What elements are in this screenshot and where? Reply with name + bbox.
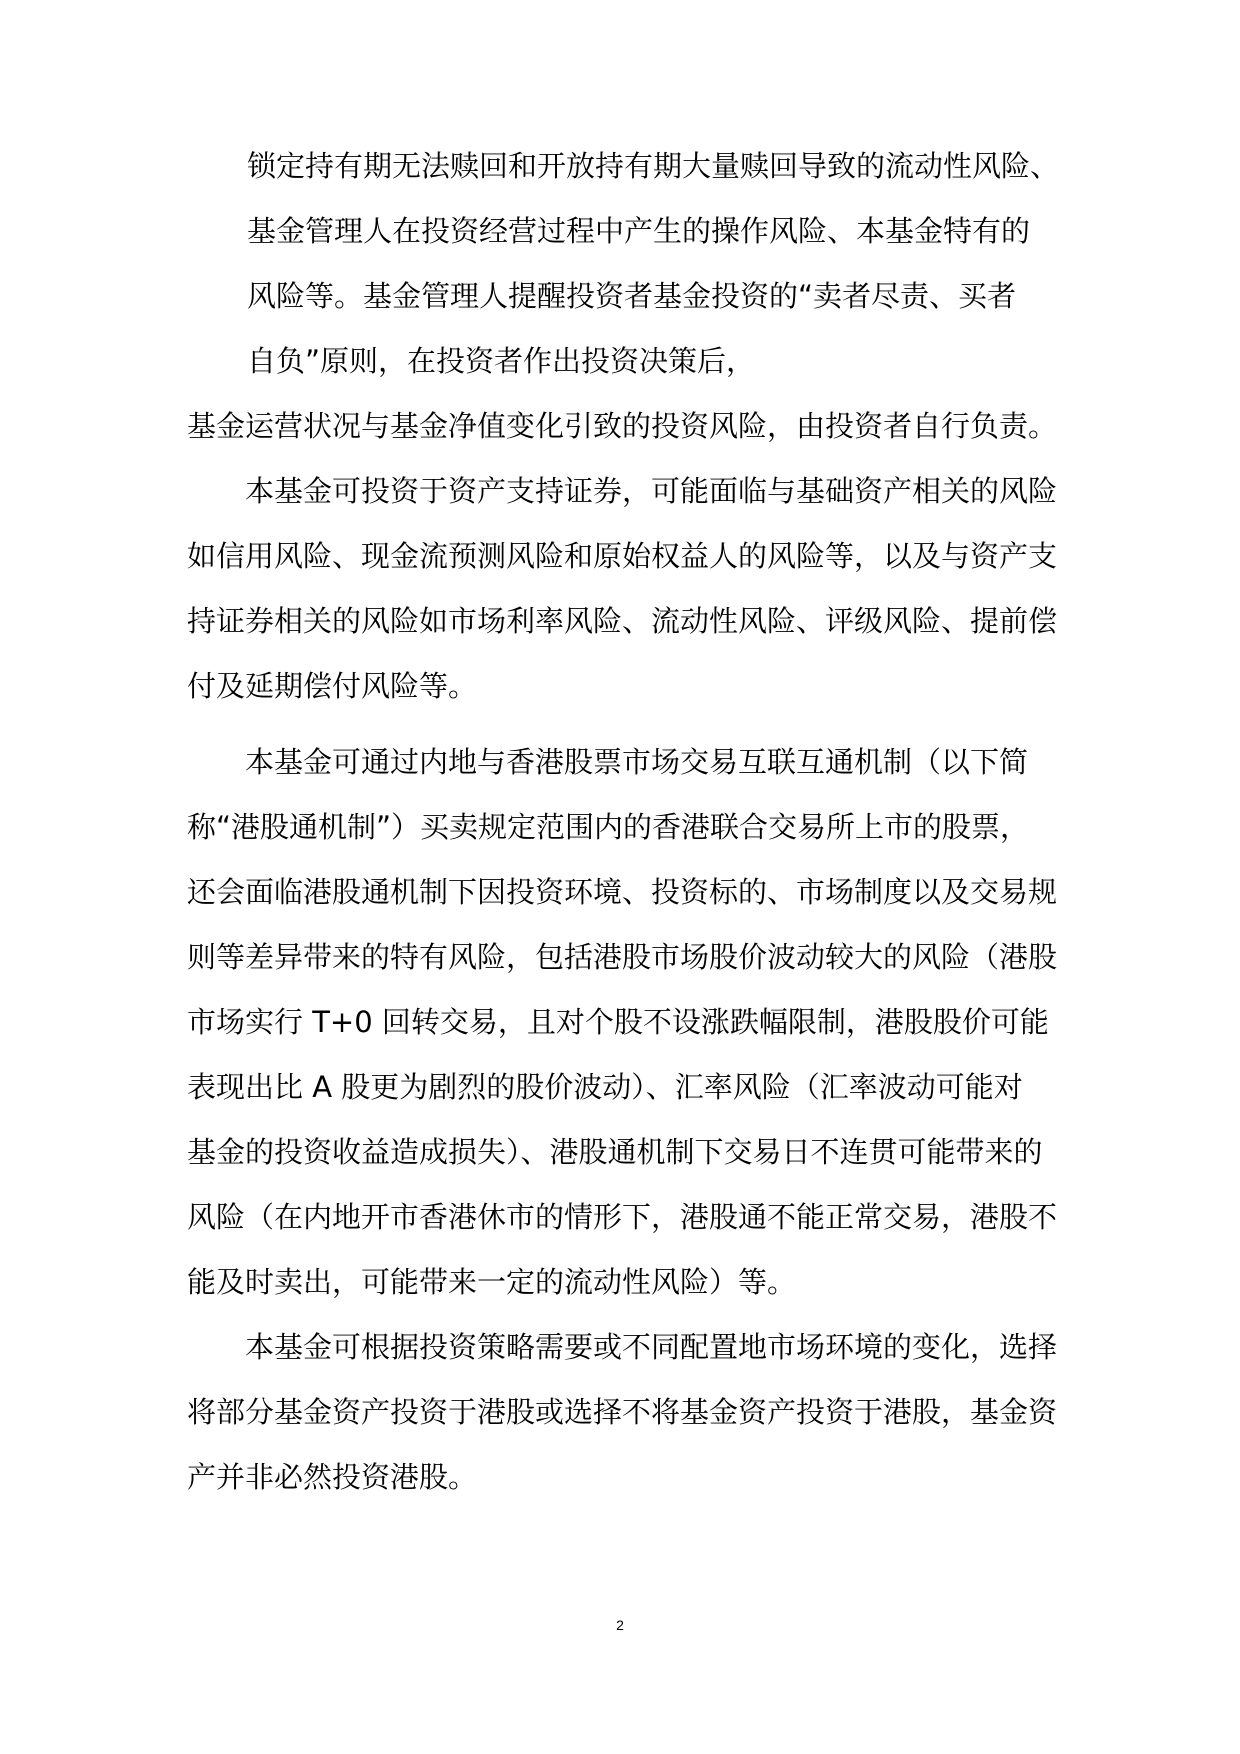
text-line: 风险等。基金管理人提醒投资者基金投资的“卖者尽责、买者	[247, 279, 1017, 313]
text-line: 表现出比 A 股更为剧烈的股价波动）、汇率风险（汇率波动可能对	[187, 1070, 1023, 1104]
text-line: 产并非必然投资港股。	[187, 1460, 478, 1494]
text-line: 锁定持有期无法赎回和开放持有期大量赎回导致的流动性风险、	[247, 149, 1060, 183]
paragraph-first-line: 本基金可通过内地与香港股票市场交易互联互通机制（以下简	[245, 745, 1029, 779]
text-line: 基金管理人在投资经营过程中产生的操作风险、本基金特有的	[247, 214, 1031, 248]
page-number: 2	[616, 1617, 624, 1633]
text-line: 持证券相关的风险如市场利率风险、流动性风险、评级风险、提前偿	[187, 604, 1058, 638]
text-line: 能及时卖出，可能带来一定的流动性风险）等。	[187, 1265, 797, 1299]
text-line: 自负”原则，在投资者作出投资决策后，	[247, 344, 756, 378]
text-line: 还会面临港股通机制下因投资环境、投资标的、市场制度以及交易规	[187, 875, 1058, 909]
text-line: 称“港股通机制”）买卖规定范围内的香港联合交易所上市的股票，	[187, 810, 1030, 844]
text-line: 市场实行 T+0 回转交易，且对个股不设涨跌幅限制，港股股价可能	[187, 1005, 1049, 1039]
text-line: 则等差异带来的特有风险，包括港股市场股价波动较大的风险（港股	[187, 940, 1058, 974]
paragraph-first-line: 本基金可投资于资产支持证券，可能面临与基础资产相关的风险	[245, 474, 1058, 508]
text-line: 将部分基金资产投资于港股或选择不将基金资产投资于港股，基金资	[187, 1395, 1058, 1429]
text-line: 如信用风险、现金流预测风险和原始权益人的风险等，以及与资产支	[187, 539, 1058, 573]
paragraph-first-line: 本基金可根据投资策略需要或不同配置地市场环境的变化，选择	[245, 1330, 1058, 1364]
text-line: 风险（在内地开市香港休市的情形下，港股通不能正常交易，港股不	[187, 1200, 1058, 1234]
text-line: 基金运营状况与基金净值变化引致的投资风险，由投资者自行负责。	[187, 409, 1058, 443]
text-line: 付及延期偿付风险等。	[187, 669, 478, 703]
text-line: 基金的投资收益造成损失）、港股通机制下交易日不连贯可能带来的	[187, 1135, 1043, 1169]
